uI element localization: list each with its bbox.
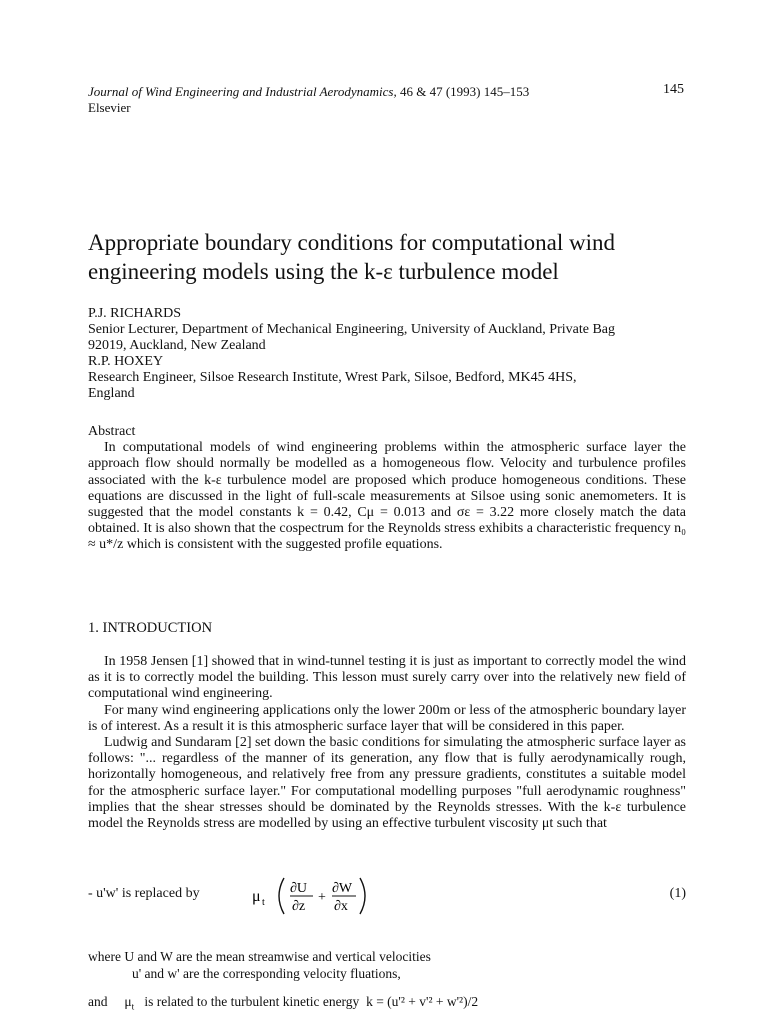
- intro-paragraph-1: In 1958 Jensen [1] showed that in wind-tunnel testing it is just as important to correctly model the wind as it is to correctly model the building. This lesson must surely carry over into the relatively new field of computational wind engineering.: [88, 654, 686, 702]
- eq-right-paren: [360, 878, 365, 914]
- author-2-name: R.P. HOXEY: [88, 354, 164, 369]
- eq-plus: +: [318, 890, 326, 905]
- intro-paragraph-2: For many wind engineering applications only the lower 200m or less of the atmospheric boundary layer is of interest. As a result it is this atmospheric surface layer that will be considered in this paper.: [88, 702, 686, 734]
- author-1-affiliation-line-2: 92019, Auckland, New Zealand: [88, 338, 266, 353]
- publisher: Elsevier: [88, 100, 131, 115]
- mu-symbol: μ: [124, 994, 132, 1009]
- abstract-heading: Abstract: [88, 424, 136, 439]
- journal-citation: [88, 84, 648, 100]
- section-heading: 1. INTRODUCTION: [88, 620, 213, 636]
- title-line-2: engineering models using the k-ε turbulence model: [88, 259, 559, 284]
- author-2-affiliation-line-2: England: [88, 386, 135, 401]
- author-block: [88, 306, 698, 402]
- author-1-affiliation-line-1: Senior Lecturer, Department of Mechanical Engineering, University of Auckland, Private Bag: [88, 322, 615, 337]
- eq-left-paren: [279, 878, 284, 914]
- abstract: [88, 424, 686, 554]
- abstract-text: In computational models of wind engineering problems within the atmospheric surface layer the approach flow should normally be modelled as a homogeneous flow. Velocity and turbulence profiles associated with the k-ε turbulence model are proposed which produce homogeneous conditions. These equations are discussed in the light of full-scale measurements at Silsoe using sonic anemometers. It is suggested that the model constants k = 0.42, Cμ = 0.013 and σε = 3.22 more closely match the data obtained. It is also shown that the cospectrum for the Reynolds stress exhibits a characteristic frequency n₀ ≈ u*/z which is consistent with the suggested profile equations.: [88, 440, 686, 553]
- and-word: and: [88, 994, 108, 1009]
- journal-header: [88, 84, 648, 116]
- author-1-name: P.J. RICHARDS: [88, 306, 181, 321]
- introduction-body: [88, 654, 686, 832]
- equation-lhs: - u'w' is replaced by: [88, 886, 200, 901]
- equation-formula: [250, 874, 440, 918]
- energy-text: is related to the turbulent kinetic energy: [144, 994, 360, 1009]
- eq-dz: ∂z: [292, 899, 306, 914]
- definition-line-1: where U and W are the mean streamwise and vertical velocities: [88, 949, 431, 964]
- eq-dx: ∂x: [334, 899, 348, 914]
- paper-title: [88, 228, 708, 286]
- journal-name: Journal of Wind Engineering and Industrial Aerodynamics,: [88, 84, 397, 99]
- page-number: 145: [663, 82, 684, 97]
- equation-1: [88, 872, 686, 916]
- journal-volume: 46 & 47 (1993) 145–153: [396, 84, 530, 99]
- eq-dU: ∂U: [290, 881, 308, 896]
- intro-paragraph-3: Ludwig and Sundaram [2] set down the basic conditions for simulating the atmospheric surface layer as follows: "... regardless of the manner of its generation, any flow that is fully aerodynamically rough, horizontally homogeneous, and relatively free from any pressure gradients, constitutes a suitable model for the atmospheric surface layer." For computational modelling purposes "full aerodynamic roughness" implies that the shear stresses should be dominated by the Reynolds stresses. With the k-ε turbulence model the Reynolds stress are modelled by using an effective turbulent viscosity μt such that: [88, 735, 686, 832]
- eq-mu-sub: t: [262, 897, 265, 908]
- title-line-1: Appropriate boundary conditions for computational wind: [88, 230, 615, 255]
- variable-definitions: [88, 948, 686, 982]
- eq-mu: μ: [252, 888, 261, 905]
- turbulent-energy-line: [88, 994, 686, 1013]
- author-2-affiliation-line-1: Research Engineer, Silsoe Research Institute, Wrest Park, Silsoe, Bedford, MK45 4HS,: [88, 370, 577, 385]
- equation-number: (1): [669, 886, 686, 901]
- eq-dW: ∂W: [332, 881, 353, 896]
- mu-subscript: t: [131, 1002, 135, 1013]
- definition-line-2: u' and w' are the corresponding velocity fluations,: [132, 966, 401, 981]
- k-expression: k = (u'² + v'² + w'²)/2: [366, 994, 479, 1009]
